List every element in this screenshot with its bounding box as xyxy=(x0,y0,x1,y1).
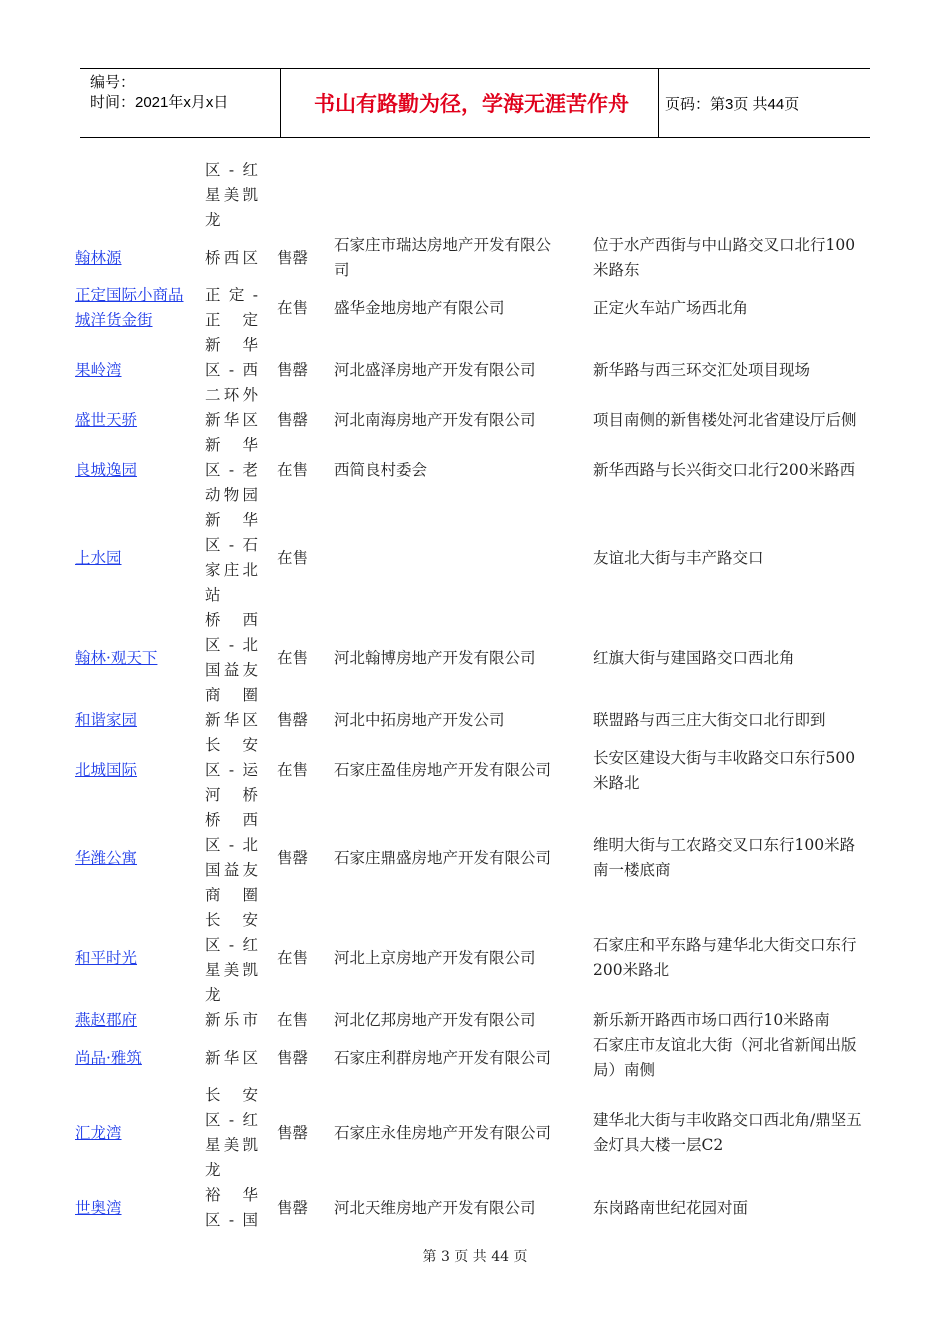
developer-cell-line: 西简良村委会 xyxy=(334,461,428,479)
district-cell-line: 区-红 xyxy=(205,936,258,954)
header-motto: 书山有路勤为径，学海无涯苦作舟 xyxy=(314,92,629,116)
district-cell-line: 星美凯 xyxy=(205,1136,258,1154)
address-cell xyxy=(593,1108,891,1158)
address-cell xyxy=(593,458,891,483)
address-cell-line: 新华西路与长兴街交口北行200米路西 xyxy=(593,461,856,479)
district-cell-line: 龙 xyxy=(205,986,221,1004)
status-cell-line: 在售 xyxy=(277,761,309,779)
header-page-label: 页码：第3页 共44页 xyxy=(665,95,800,113)
district-cell-line: 区-运 xyxy=(205,761,258,779)
address-cell xyxy=(593,233,891,283)
district-cell-line: 区-红 xyxy=(205,161,258,179)
status-cell xyxy=(277,1196,317,1221)
developer-cell-line: 河北中拓房地产开发公司 xyxy=(334,711,505,729)
property-name-cell[interactable] xyxy=(75,1046,195,1071)
property-name-cell[interactable] xyxy=(75,846,195,871)
property-link[interactable]: 上水园 xyxy=(75,548,122,567)
district-cell xyxy=(205,1183,258,1233)
district-cell-line: 桥西 xyxy=(205,611,258,629)
district-cell-line: 长安 xyxy=(205,736,258,754)
status-cell xyxy=(277,846,317,871)
address-cell-line: 正定火车站广场西北角 xyxy=(593,298,749,317)
table-row xyxy=(0,433,950,508)
developer-cell xyxy=(334,1196,579,1221)
district-cell-line: 区-北 xyxy=(205,836,258,854)
property-link[interactable]: 世奥湾 xyxy=(75,1198,122,1217)
district-cell-line: 区-老 xyxy=(205,461,258,479)
district-cell-line: 星美凯 xyxy=(205,961,258,979)
property-name-cell[interactable] xyxy=(75,1008,195,1033)
developer-cell xyxy=(334,1008,579,1033)
district-cell-line: 商圈 xyxy=(205,886,258,904)
property-link[interactable]: 和平时光 xyxy=(75,948,138,967)
district-cell-line: 星美凯 xyxy=(205,186,258,204)
district-cell-line: 桥西 xyxy=(205,811,258,829)
district-cell-line: 新乐市 xyxy=(205,1011,258,1029)
address-cell xyxy=(593,708,891,733)
address-cell xyxy=(593,1008,891,1033)
status-cell-line: 在售 xyxy=(277,548,309,567)
property-name-cell[interactable] xyxy=(75,246,195,271)
developer-cell-line: 盛华金地房地产有限公司 xyxy=(334,298,505,317)
district-cell xyxy=(205,608,258,708)
property-link[interactable]: 汇龙湾 xyxy=(75,1123,122,1142)
address-cell xyxy=(593,933,891,983)
property-name-cell[interactable] xyxy=(75,708,195,733)
table-row xyxy=(0,1008,950,1033)
district-cell-line: 二环外 xyxy=(205,386,258,404)
property-link[interactable]: 果岭湾 xyxy=(75,361,122,379)
district-cell-line: 桥西区 xyxy=(205,248,258,267)
property-link[interactable]: 翰林·观天下 xyxy=(75,648,158,667)
address-cell-line: 新乐新开路西市场口西行10米路南 xyxy=(593,1011,830,1029)
status-cell xyxy=(277,358,317,383)
header-time-label: 时间：2021年x月x日 xyxy=(90,94,229,111)
district-cell-line: 正定- xyxy=(205,286,258,304)
address-cell xyxy=(593,833,891,883)
property-name-cell[interactable] xyxy=(75,1196,195,1221)
property-link[interactable]: 华潍公寓 xyxy=(75,848,138,867)
status-cell xyxy=(277,1046,317,1071)
address-cell-line: 红旗大街与建国路交口西北角 xyxy=(593,648,795,667)
address-cell-line: 金灯具大楼一层C2 xyxy=(593,1136,724,1154)
status-cell-line: 在售 xyxy=(277,648,309,667)
table-row xyxy=(0,1183,950,1233)
developer-cell-line: 河北盛泽房地产开发有限公司 xyxy=(334,361,536,379)
address-cell xyxy=(593,746,891,796)
table-row xyxy=(0,733,950,808)
status-cell-line: 售罄 xyxy=(277,1198,309,1217)
status-cell xyxy=(277,946,317,971)
property-name-cell[interactable] xyxy=(75,283,195,333)
property-name-cell[interactable] xyxy=(75,408,195,433)
developer-cell xyxy=(334,408,579,433)
district-cell xyxy=(205,408,258,433)
status-cell-line: 售罄 xyxy=(277,1123,309,1142)
property-name-cell[interactable] xyxy=(75,458,195,483)
district-cell-line: 正定 xyxy=(205,311,258,329)
status-cell xyxy=(277,646,317,671)
header-number-label: 编号： xyxy=(90,74,136,91)
property-name-cell[interactable] xyxy=(75,646,195,671)
status-cell-line: 在售 xyxy=(277,1011,309,1029)
address-cell xyxy=(593,646,891,671)
status-cell-line: 售罄 xyxy=(277,248,309,267)
status-cell xyxy=(277,708,317,733)
property-link[interactable]: 和谐家园 xyxy=(75,711,138,729)
developer-cell xyxy=(334,458,579,483)
address-cell-line: 米路北 xyxy=(593,773,640,792)
developer-cell-line: 石家庄鼎盛房地产开发有限公司 xyxy=(334,848,552,867)
status-cell xyxy=(277,458,317,483)
table-row xyxy=(0,283,950,333)
status-cell-line: 售罄 xyxy=(277,711,309,729)
property-name-cell[interactable] xyxy=(75,358,195,383)
property-name-cell[interactable] xyxy=(75,546,195,571)
table-row xyxy=(0,1033,950,1083)
district-cell-line: 动物园 xyxy=(205,486,258,504)
developer-cell-line: 河北翰博房地产开发有限公司 xyxy=(334,648,536,667)
status-cell-line: 售罄 xyxy=(277,361,309,379)
district-cell-line: 区-石 xyxy=(205,536,258,554)
developer-cell xyxy=(334,1046,579,1071)
property-name-cell[interactable] xyxy=(75,1121,195,1146)
address-cell-line: 南一楼底商 xyxy=(593,861,671,879)
district-cell-line: 区-北 xyxy=(205,636,258,654)
status-cell-line: 售罄 xyxy=(277,848,309,867)
property-link[interactable]: 翰林源 xyxy=(75,248,122,267)
address-cell-line: 联盟路与西三庄大街交口北行即到 xyxy=(593,711,826,729)
status-cell-line: 在售 xyxy=(277,461,309,479)
table-row xyxy=(0,233,950,283)
property-link[interactable]: 正定国际小商品城洋货金街 xyxy=(75,286,184,329)
address-cell-line: 建华北大街与丰收路交口西北角/鼎坚五 xyxy=(593,1111,862,1129)
address-cell xyxy=(593,1033,891,1083)
table-row xyxy=(0,1083,950,1183)
developer-cell xyxy=(334,233,579,283)
status-cell-line: 售罄 xyxy=(277,1048,309,1067)
developer-cell-line: 河北天维房地产开发有限公司 xyxy=(334,1198,536,1217)
status-cell xyxy=(277,546,317,571)
address-cell-line: 米路东 xyxy=(593,261,640,279)
district-cell-line: 区-西 xyxy=(205,361,258,379)
district-cell xyxy=(205,1008,258,1033)
table-row xyxy=(0,908,950,1008)
district-cell xyxy=(205,1046,258,1071)
property-link[interactable]: 北城国际 xyxy=(75,761,138,779)
status-cell-line: 在售 xyxy=(277,948,309,967)
developer-cell-line: 石家庄永佳房地产开发有限公司 xyxy=(334,1123,552,1142)
developer-cell-line: 司 xyxy=(334,261,350,279)
district-cell-line: 新华 xyxy=(205,436,258,454)
property-link[interactable]: 尚品·雅筑 xyxy=(75,1048,142,1067)
district-cell-line: 商圈 xyxy=(205,686,258,704)
developer-cell xyxy=(334,846,579,871)
address-cell xyxy=(593,546,891,571)
district-cell xyxy=(205,246,258,271)
district-cell-line: 新华区 xyxy=(205,1048,258,1067)
district-cell-line: 新华区 xyxy=(205,411,258,429)
district-cell-line: 新华区 xyxy=(205,711,258,729)
status-cell-line: 售罄 xyxy=(277,411,309,429)
developer-cell xyxy=(334,296,579,321)
status-cell xyxy=(277,408,317,433)
developer-cell-line: 河北南海房地产开发有限公司 xyxy=(334,411,536,429)
address-cell xyxy=(593,358,891,383)
property-link[interactable]: 盛世天骄 xyxy=(75,411,138,429)
table-row xyxy=(0,608,950,708)
district-cell xyxy=(205,508,258,608)
district-cell xyxy=(205,908,258,1008)
table-row xyxy=(0,408,950,433)
address-cell-line: 200米路北 xyxy=(593,961,670,979)
district-cell xyxy=(205,333,258,408)
district-cell-line: 长安 xyxy=(205,1086,258,1104)
address-cell-line: 局）南侧 xyxy=(593,1061,656,1079)
address-cell-line: 石家庄和平东路与建华北大街交口东行 xyxy=(593,936,857,954)
address-cell-line: 维明大街与工农路交叉口东行100米路 xyxy=(593,836,856,854)
district-cell xyxy=(205,158,258,233)
district-cell xyxy=(205,1083,258,1183)
district-cell-line: 区-国 xyxy=(205,1211,258,1229)
table-row xyxy=(0,333,950,408)
district-cell-line: 国益友 xyxy=(205,861,258,879)
developer-cell xyxy=(334,758,579,783)
developer-cell xyxy=(334,646,579,671)
table-row xyxy=(0,808,950,908)
district-cell xyxy=(205,808,258,908)
district-cell-line: 龙 xyxy=(205,1161,221,1179)
developer-cell-line: 石家庄盈佳房地产开发有限公司 xyxy=(334,761,552,779)
status-cell xyxy=(277,758,317,783)
address-cell xyxy=(593,1196,891,1221)
status-cell xyxy=(277,296,317,321)
address-cell-line: 位于水产西街与中山路交叉口北行100 xyxy=(593,236,856,254)
developer-cell-line: 河北亿邦房地产开发有限公司 xyxy=(334,1011,536,1029)
status-cell xyxy=(277,1008,317,1033)
district-cell-line: 站 xyxy=(205,586,221,604)
district-cell xyxy=(205,708,258,733)
developer-cell xyxy=(334,1121,579,1146)
developer-cell xyxy=(334,358,579,383)
district-cell-line: 新华 xyxy=(205,511,258,529)
developer-cell xyxy=(334,708,579,733)
address-cell-line: 项目南侧的新售楼处河北省建设厅后侧 xyxy=(593,411,857,429)
developer-cell-line: 石家庄利群房地产开发有限公司 xyxy=(334,1048,552,1067)
property-link[interactable]: 燕赵郡府 xyxy=(75,1011,138,1029)
address-cell-line: 东岗路南世纪花园对面 xyxy=(593,1198,749,1217)
district-cell xyxy=(205,283,258,333)
address-cell-line: 友谊北大街与丰产路交口 xyxy=(593,548,764,567)
developer-cell-line: 河北上京房地产开发有限公司 xyxy=(334,948,536,967)
developer-cell-line: 石家庄市瑞达房地产开发有限公 xyxy=(334,236,552,254)
page-footer: 第 3 页 共 44 页 xyxy=(422,1249,528,1265)
table-row xyxy=(0,158,950,233)
address-cell-line: 石家庄市友谊北大街（河北省新闻出版 xyxy=(593,1036,857,1054)
status-cell xyxy=(277,246,317,271)
district-cell-line: 裕华 xyxy=(205,1186,258,1204)
district-cell-line: 长安 xyxy=(205,911,258,929)
property-name-cell[interactable] xyxy=(75,758,195,783)
district-cell-line: 区-红 xyxy=(205,1111,258,1129)
table-row xyxy=(0,508,950,608)
district-cell-line: 家庄北 xyxy=(205,561,258,579)
district-cell xyxy=(205,733,258,808)
district-cell-line: 龙 xyxy=(205,211,221,229)
table-row xyxy=(0,708,950,733)
developer-cell xyxy=(334,946,579,971)
property-link[interactable]: 良城逸园 xyxy=(75,461,138,479)
district-cell xyxy=(205,433,258,508)
property-name-cell[interactable] xyxy=(75,946,195,971)
status-cell xyxy=(277,1121,317,1146)
district-cell-line: 国益友 xyxy=(205,661,258,679)
status-cell-line: 在售 xyxy=(277,298,309,317)
address-cell xyxy=(593,296,891,321)
district-cell-line: 河桥 xyxy=(205,786,258,804)
district-cell-line: 新华 xyxy=(205,336,258,354)
address-cell-line: 新华路与西三环交汇处项目现场 xyxy=(593,361,811,379)
address-cell-line: 长安区建设大街与丰收路交口东行500 xyxy=(593,748,856,767)
address-cell xyxy=(593,408,891,433)
